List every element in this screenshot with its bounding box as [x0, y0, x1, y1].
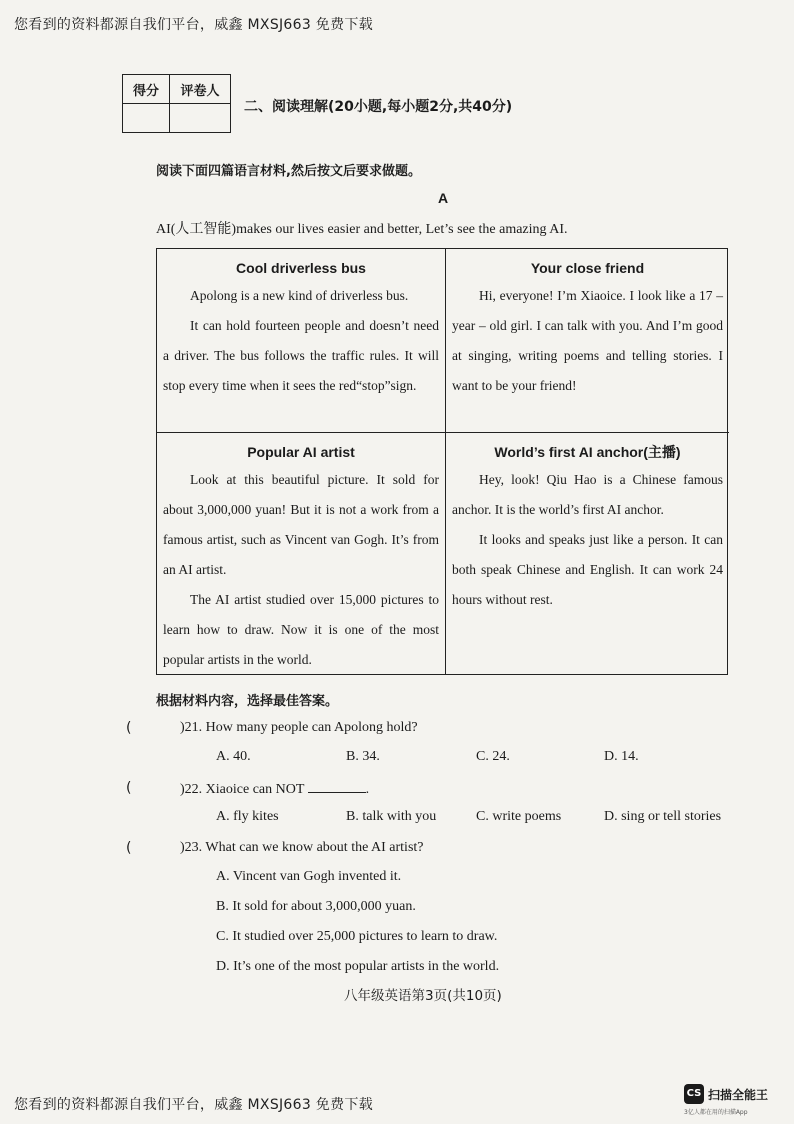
answer-prompt: 根据材料内容，选择最佳答案。: [156, 694, 339, 709]
cell-paragraph: Apolong is a new kind of driverless bus.: [190, 288, 409, 303]
question-stem: [180, 780, 369, 798]
ai-table: [156, 248, 728, 675]
cell-close-friend: [445, 249, 729, 432]
answer-blank: [308, 780, 366, 793]
cell-title: Popular AI artist: [247, 444, 355, 460]
instruction: 阅读下面四篇语言材料,然后按文后要求做题。: [156, 164, 421, 179]
score-cell: [123, 104, 170, 133]
watermark-top: 您看到的资料都源自我们平台，威鑫 MXSJ663 免费下载: [14, 17, 374, 33]
option[interactable]: B. talk with you: [346, 809, 437, 824]
option[interactable]: B. It sold for about 3,000,000 yuan.: [216, 899, 416, 914]
page-footer: 八年级英语第3页(共10页): [344, 988, 502, 1004]
option[interactable]: A. 40.: [216, 749, 251, 764]
option[interactable]: D. sing or tell stories: [604, 809, 722, 824]
grader-cell: [170, 104, 231, 133]
question-stem: )23. What can we know about the AI artist?: [180, 840, 424, 855]
answer-paren[interactable]: (: [126, 720, 132, 736]
answer-paren[interactable]: (: [126, 840, 132, 856]
option[interactable]: D. 14.: [604, 749, 639, 764]
cell-paragraph: Hey, look! Qiu Hao is a Chinese famous anchor. It is the world’s first AI anchor.: [452, 472, 723, 517]
cell-driverless-bus: [157, 249, 445, 432]
passage-label: A: [438, 190, 449, 206]
option[interactable]: C. 24.: [476, 749, 510, 764]
score-label: 得分: [123, 75, 170, 104]
scanner-tagline: 3亿人都在用的扫描App: [684, 1109, 748, 1116]
cell-paragraph: It looks and speaks just like a person. It can both speak Chinese and English. It can work 24 hours without rest.: [452, 532, 723, 607]
question-stem-text: )22. Xiaoice can NOT: [180, 782, 305, 797]
option[interactable]: A. fly kites: [216, 809, 279, 824]
option[interactable]: C. write poems: [476, 809, 562, 824]
cell-paragraph: It can hold fourteen people and doesn’t need a driver. The bus follows the traffic rules. It will stop every time when it sees the red“stop”sign.: [163, 318, 439, 393]
question-stem-end: .: [365, 782, 370, 797]
cell-ai-anchor: [445, 432, 729, 674]
cell-paragraph: Look at this beautiful picture. It sold for about 3,000,000 yuan! But it is not a work from a famous artist, such as Vincent van Gogh. It’s from an AI artist.: [163, 472, 439, 577]
watermark-bottom: 您看到的资料都源自我们平台，威鑫 MXSJ663 免费下载: [14, 1097, 374, 1113]
cell-title: Cool driverless bus: [236, 260, 366, 276]
option[interactable]: A. Vincent van Gogh invented it.: [216, 869, 402, 884]
score-box: [122, 74, 231, 133]
option[interactable]: D. It’s one of the most popular artists in the world.: [216, 959, 500, 974]
cell-title: Your close friend: [530, 260, 645, 276]
grader-label: 评卷人: [170, 75, 231, 104]
intro-line: AI(人工智能)makes our lives easier and better, Let’s see the amazing AI.: [156, 222, 568, 237]
cell-ai-artist: [157, 432, 445, 674]
cell-paragraph: The AI artist studied over 15,000 pictures to learn how to draw. Now it is one of the most popular artists in the world.: [163, 592, 439, 667]
cell-paragraph: Hi, everyone! I’m Xiaoice. I look like a 17 – year – old girl. I can talk with you. And I’m good at singing, writing poems and telling stories. I want to be your friend!: [452, 288, 723, 393]
question-stem: )21. How many people can Apolong hold?: [180, 720, 418, 735]
scanner-name: 扫描全能王: [708, 1088, 769, 1102]
section-title: 二、阅读理解(20小题,每小题2分,共40分): [244, 99, 513, 115]
cs-logo-icon: CS: [684, 1084, 704, 1104]
answer-paren[interactable]: (: [126, 780, 132, 796]
option[interactable]: C. It studied over 25,000 pictures to learn to draw.: [216, 929, 498, 944]
cell-title: World’s first AI anchor(主播): [494, 444, 681, 460]
option[interactable]: B. 34.: [346, 749, 380, 764]
